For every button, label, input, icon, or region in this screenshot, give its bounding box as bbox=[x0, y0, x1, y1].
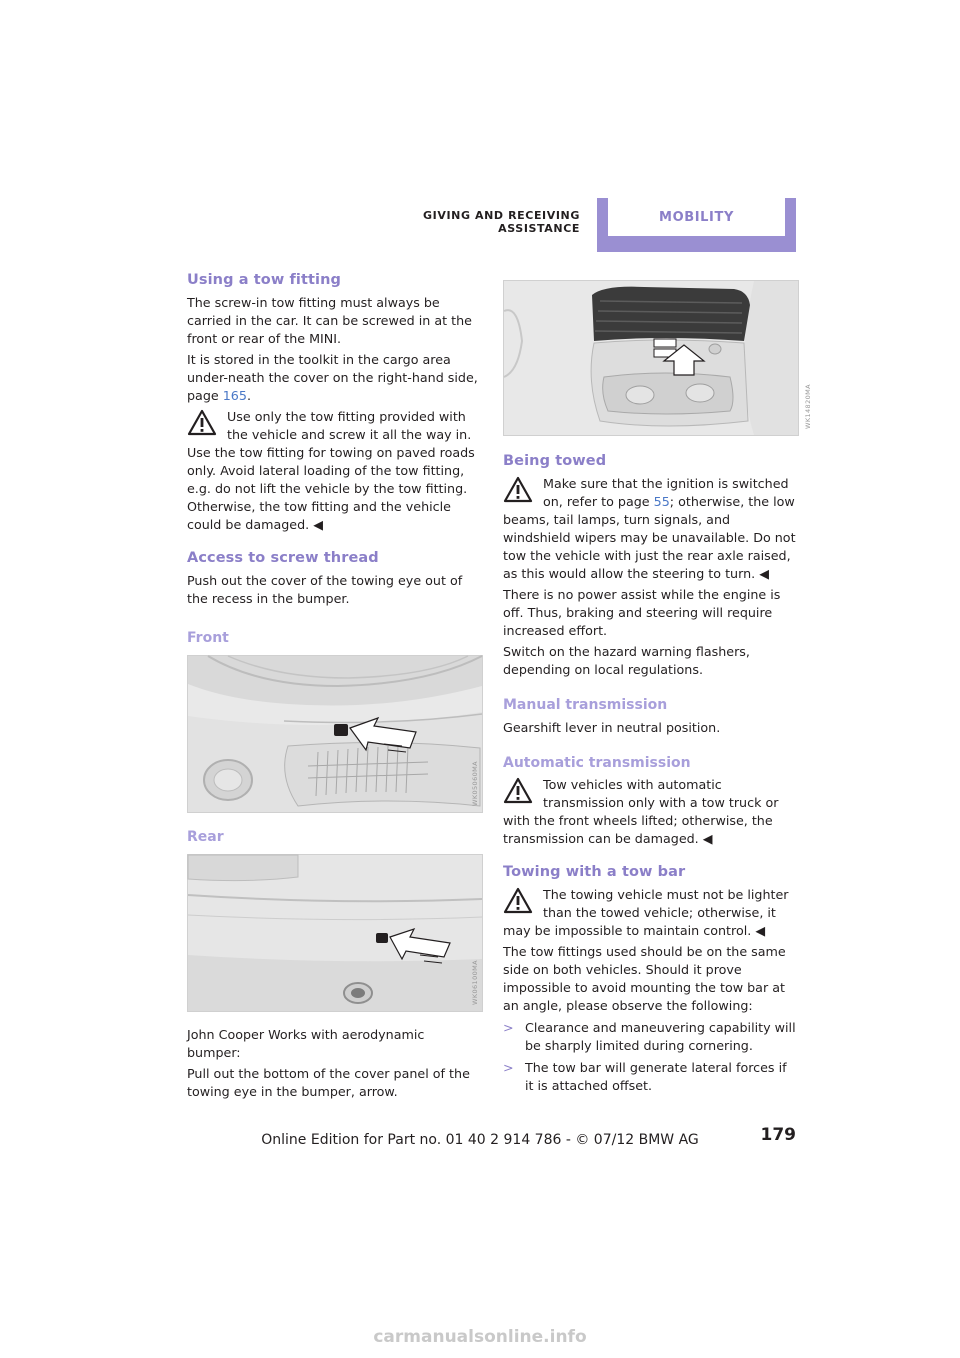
figure-rear-bumper bbox=[187, 854, 483, 1012]
heading-towing-tow-bar: Towing with a tow bar bbox=[503, 864, 686, 880]
para-push-cover: Push out the cover of the towing eye out of the recess in the bumper. bbox=[187, 573, 463, 606]
figure-code: WK06100MA bbox=[471, 959, 479, 1005]
end-marker: ◀ bbox=[313, 517, 324, 532]
para-hazard-flashers: Switch on the hazard warning flashers, depending on local regulations. bbox=[503, 644, 750, 677]
heading-access-screw-thread: Access to screw thread bbox=[187, 550, 379, 566]
heading-automatic-transmission: Automatic transmission bbox=[503, 755, 691, 771]
figure-jcw-bumper bbox=[503, 280, 812, 436]
warning-being-towed bbox=[503, 475, 796, 583]
end-marker: ◀ bbox=[702, 831, 713, 846]
warning-text-automatic: Tow vehicles with automatic transmission only with a tow truck or with the front wheels lifted; otherwise, the transmission can be damaged. ◀ bbox=[503, 777, 779, 846]
jcw-bumper-illustration bbox=[504, 281, 798, 435]
warning-text-tow-fitting: Use only the tow fitting provided with the vehicle and screw it all the way in. Use the tow fitting for towing on paved roads only. Avoid lateral loading of the tow fitting, e.g. do not lift the vehicle by the tow fitting. Otherwise, the tow fitting and the vehicle could be damaged. ◀ bbox=[187, 409, 475, 532]
warning-text-tow-bar: The towing vehicle must not be lighter than the towed vehicle; otherwise, it may be impossible to maintain control. ◀ bbox=[503, 887, 789, 938]
warning-triangle-icon bbox=[187, 408, 217, 436]
rear-bumper-illustration bbox=[188, 855, 482, 1011]
para-no-power-assist: There is no power assist while the engine is off. Thus, braking and steering will require increased effort. bbox=[503, 587, 781, 638]
page-number: 179 bbox=[760, 1125, 796, 1145]
bullet-text: Clearance and maneuvering capability will be sharply limited during cornering. bbox=[525, 1020, 796, 1053]
para-tow-fitting-stored: It is stored in the toolkit in the cargo area under-neath the cover on the right-hand side, page 165. bbox=[187, 352, 478, 403]
end-marker: ◀ bbox=[755, 923, 766, 938]
warning-text-being-towed: Make sure that the ignition is switched on, refer to page 55; otherwise, the low beams, tail lamps, turn signals, and windshield wipers may be unavailable. Do not tow the vehicle with just the rear axle raised, as this would allow the steering to turn. ◀ bbox=[503, 476, 796, 581]
heading-front: Front bbox=[187, 630, 229, 646]
para-tow-fittings-same-side: The tow fittings used should be on the same side on both vehicles. Should it prove impossible to avoid mounting the tow bar at an angle, please observe the following: bbox=[503, 944, 786, 1013]
figure-code: WK14820MA bbox=[804, 383, 812, 429]
heading-using-tow-fitting: Using a tow fitting bbox=[187, 272, 342, 288]
right-column bbox=[503, 280, 812, 1095]
para-jcw: John Cooper Works with aerodynamic bumper: bbox=[187, 1027, 425, 1060]
heading-manual-transmission: Manual transmission bbox=[503, 697, 668, 713]
figure-front-bumper bbox=[187, 655, 483, 813]
warning-tow-bar bbox=[503, 886, 796, 940]
end-marker: ◀ bbox=[759, 566, 769, 581]
bullet-marker: > bbox=[503, 1020, 514, 1035]
chapter-tab bbox=[597, 198, 796, 252]
page-link-165[interactable]: 165 bbox=[222, 388, 247, 403]
online-edition-note: Online Edition for Part no. 01 40 2 914 786 - © 07/12 BMW AG bbox=[261, 1132, 699, 1148]
bullet-text: The tow bar will generate lateral forces if it is attached offset. bbox=[525, 1060, 787, 1093]
warning-tow-fitting bbox=[187, 408, 480, 534]
para-pull-out-cover: Pull out the bottom of the cover panel of the towing eye in the bumper, arrow. bbox=[187, 1066, 470, 1099]
warning-automatic bbox=[503, 776, 796, 848]
watermark: carmanualsonline.info bbox=[373, 1327, 587, 1347]
chapter-title: MOBILITY bbox=[608, 198, 785, 236]
left-column bbox=[187, 272, 480, 1101]
para-tow-fitting-carried: The screw-in tow fitting must always be carried in the car. It can be screwed in at the front or rear of the MINI. bbox=[187, 295, 472, 346]
front-bumper-illustration bbox=[188, 656, 482, 812]
list-item bbox=[503, 1019, 796, 1055]
warning-triangle-icon bbox=[503, 886, 533, 914]
warning-triangle-icon bbox=[503, 475, 533, 503]
page-link-55[interactable]: 55 bbox=[653, 494, 670, 509]
figure-code: WK05060MA bbox=[471, 760, 479, 806]
list-item bbox=[503, 1059, 796, 1095]
heading-being-towed: Being towed bbox=[503, 453, 607, 469]
warning-triangle-icon bbox=[503, 776, 533, 804]
heading-rear: Rear bbox=[187, 829, 224, 845]
section-title: GIVING AND RECEIVING ASSISTANCE bbox=[423, 209, 580, 235]
bullet-marker: > bbox=[503, 1060, 514, 1075]
para-gearshift-neutral: Gearshift lever in neutral position. bbox=[503, 720, 721, 735]
